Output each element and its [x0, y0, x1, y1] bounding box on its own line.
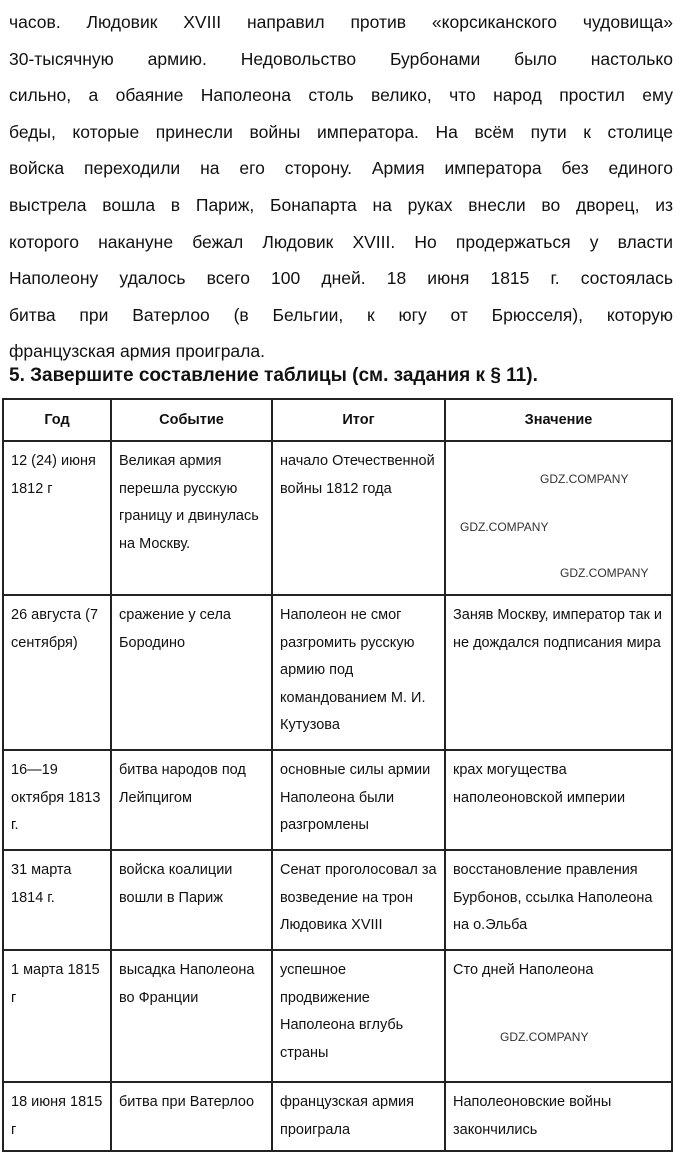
watermark: GDZ.COMPANY — [500, 1030, 589, 1044]
cell-result: начало Отечественной войны 1812 года — [272, 441, 445, 595]
paragraph-line: Наполеону удалось всего 100 дней. 18 июня 1815 г. состоялась — [9, 268, 673, 289]
cell-year: 1 марта 1815 г — [3, 950, 111, 1082]
paragraph-line: сильно, а обаяние Наполеона столь велико, что народ простил ему — [9, 85, 673, 106]
header-year: Год — [3, 399, 111, 441]
cell-event: войска коалиции вошли в Париж — [111, 850, 272, 950]
cell-event: битва при Ватерлоо — [111, 1082, 272, 1151]
table-header-row — [3, 399, 672, 441]
watermark: GDZ.COMPANY — [560, 566, 649, 580]
paragraph-line: войска переходили на его сторону. Армия императора без единого — [9, 158, 673, 179]
cell-meaning: Заняв Москву, император так и не дождался подписания мира — [445, 595, 672, 750]
cell-result: успешное продвижение Наполеона вглубь страны — [272, 950, 445, 1082]
cell-year: 26 августа (7 сентября) — [3, 595, 111, 750]
paragraph-line: битва при Ватерлоо (в Бельгии, к югу от Брюсселя), которую — [9, 304, 673, 325]
header-result: Итог — [272, 399, 445, 441]
cell-meaning: крах могущества наполеоновской империи — [445, 750, 672, 850]
table-row — [3, 1082, 672, 1151]
cell-year: 16—19 октября 1813 г. — [3, 750, 111, 850]
cell-result: Сенат проголосовал за возведение на трон Людовика XVIII — [272, 850, 445, 950]
cell-meaning: Сто дней Наполеона — [445, 950, 672, 1082]
header-event: Событие — [111, 399, 272, 441]
cell-result: французская армия проиграла — [272, 1082, 445, 1151]
table-row — [3, 595, 672, 750]
cell-result: Наполеон не смог разгромить русскую армию под командованием М. И. Кутузова — [272, 595, 445, 750]
paragraph-line: часов. Людовик XVIII направил против «корсиканского чудовища» — [9, 12, 673, 32]
table-row — [3, 750, 672, 850]
table-row — [3, 950, 672, 1082]
cell-year: 31 марта 1814 г. — [3, 850, 111, 950]
paragraph-line: французская армия проиграла. — [9, 341, 265, 362]
cell-meaning: Наполеоновские войны закончились — [445, 1082, 672, 1151]
paragraph-line: которого накануне бежал Людовик XVIII. Но продержаться у власти — [9, 231, 673, 252]
cell-event: битва народов под Лейпцигом — [111, 750, 272, 850]
paragraph-line: выстрела вошла в Париж, Бонапарта на руках внесли во дворец, из — [9, 195, 673, 215]
cell-meaning: восстановление правления Бурбонов, ссылка Наполеона на о.Эльба — [445, 850, 672, 950]
cell-event: сражение у села Бородино — [111, 595, 272, 750]
cell-event: Великая армия перешла русскую границу и двинулась на Москву. — [111, 441, 272, 595]
cell-result: основные силы армии Наполеона были разгромлены — [272, 750, 445, 850]
cell-year: 18 июня 1815 г — [3, 1082, 111, 1151]
paragraph-line: 30-тысячную армию. Недовольство Бурбонами было настолько — [9, 48, 673, 69]
table-row — [3, 850, 672, 950]
paragraph-line: беды, которые принесли войны императора. На всём пути к столице — [9, 121, 673, 142]
cell-event: высадка Наполеона во Франции — [111, 950, 272, 1082]
cell-year: 12 (24) июня 1812 г — [3, 441, 111, 595]
header-meaning: Значение — [445, 399, 672, 441]
watermark: GDZ.COMPANY — [460, 520, 549, 534]
watermark: GDZ.COMPANY — [540, 472, 629, 486]
task-heading: 5. Завершите составление таблицы (см. задания к § 11). — [9, 365, 538, 386]
